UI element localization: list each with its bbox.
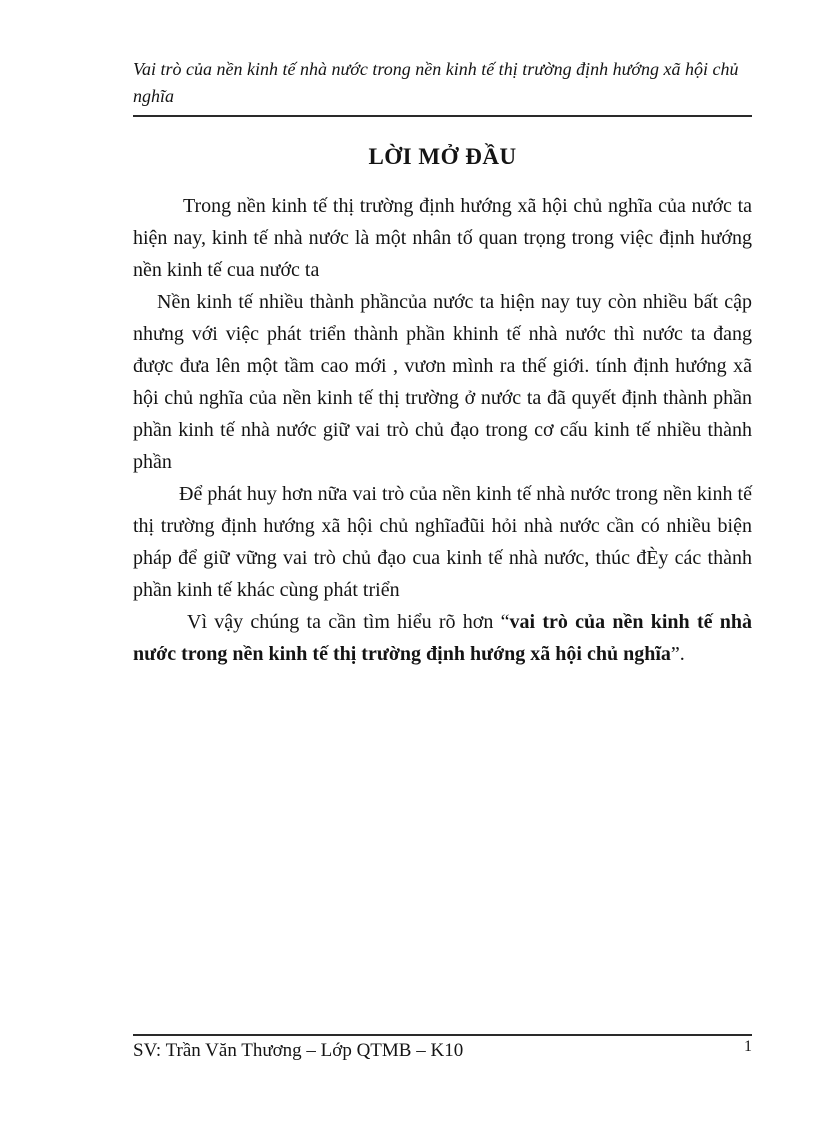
- page-header: [133, 56, 752, 117]
- footer-divider: [133, 1034, 752, 1036]
- conclusion-lead-text: Vì vậy chúng ta cần tìm hiểu rõ hơn “: [187, 611, 510, 633]
- page-number: 1: [744, 1038, 752, 1055]
- section-title: LỜI MỞ ĐẦU: [368, 144, 517, 169]
- paragraph-intro-2: Nền kinh tế nhiều thành phầncủa nước ta hiện nay tuy còn nhiều bất cập nhưng với việc phát triển thành phần khinh tế nhà nước thì nước ta đang được đưa lên một tầm cao mới , vươn mình ra thế giới. tính định hướng xã hội chủ nghĩa của nền kinh tế thị trường ở nước ta đã quyết định thành phần phần kinh tế nhà nước giữ vai trò chủ đạo trong cơ cấu kinh tế nhiều thành phần: [133, 291, 752, 473]
- paragraph-intro-3: Để phát huy hơn nữa vai trò của nền kinh tế nhà nước trong nền kinh tế thị trường định hướng xã hội chủ nghĩađũi hỏi nhà nước cần có nhiều biện pháp để giữ vững vai trò chủ đạo cua kinh tế nhà nước, thúc đÈy các thành phần kinh tế khác cùng phát triển: [133, 483, 752, 601]
- paragraph-conclusion: [133, 606, 752, 670]
- document-body: [133, 190, 752, 670]
- paragraph-intro-1: Trong nền kinh tế thị trường định hướng xã hội chủ nghĩa của nước ta hiện nay, kinh tế nhà nước là một nhân tố quan trọng trong việc định hướng nền kinh tế cua nước ta: [133, 195, 752, 281]
- conclusion-closing-punctuation: ”.: [670, 643, 685, 665]
- author-line: SV: Trần Văn Thương – Lớp QTMB – K10: [133, 1040, 464, 1061]
- conclusion-topic-bold-text: vai trò của nền kinh tế nhà nước trong nền kinh tế thị trường định hướng xã hội chủ nghĩa: [133, 611, 752, 665]
- running-head: Vai trò của nền kinh tế nhà nước trong nền kinh tế thị trường định hướng xã hội chủ nghĩa: [133, 59, 739, 106]
